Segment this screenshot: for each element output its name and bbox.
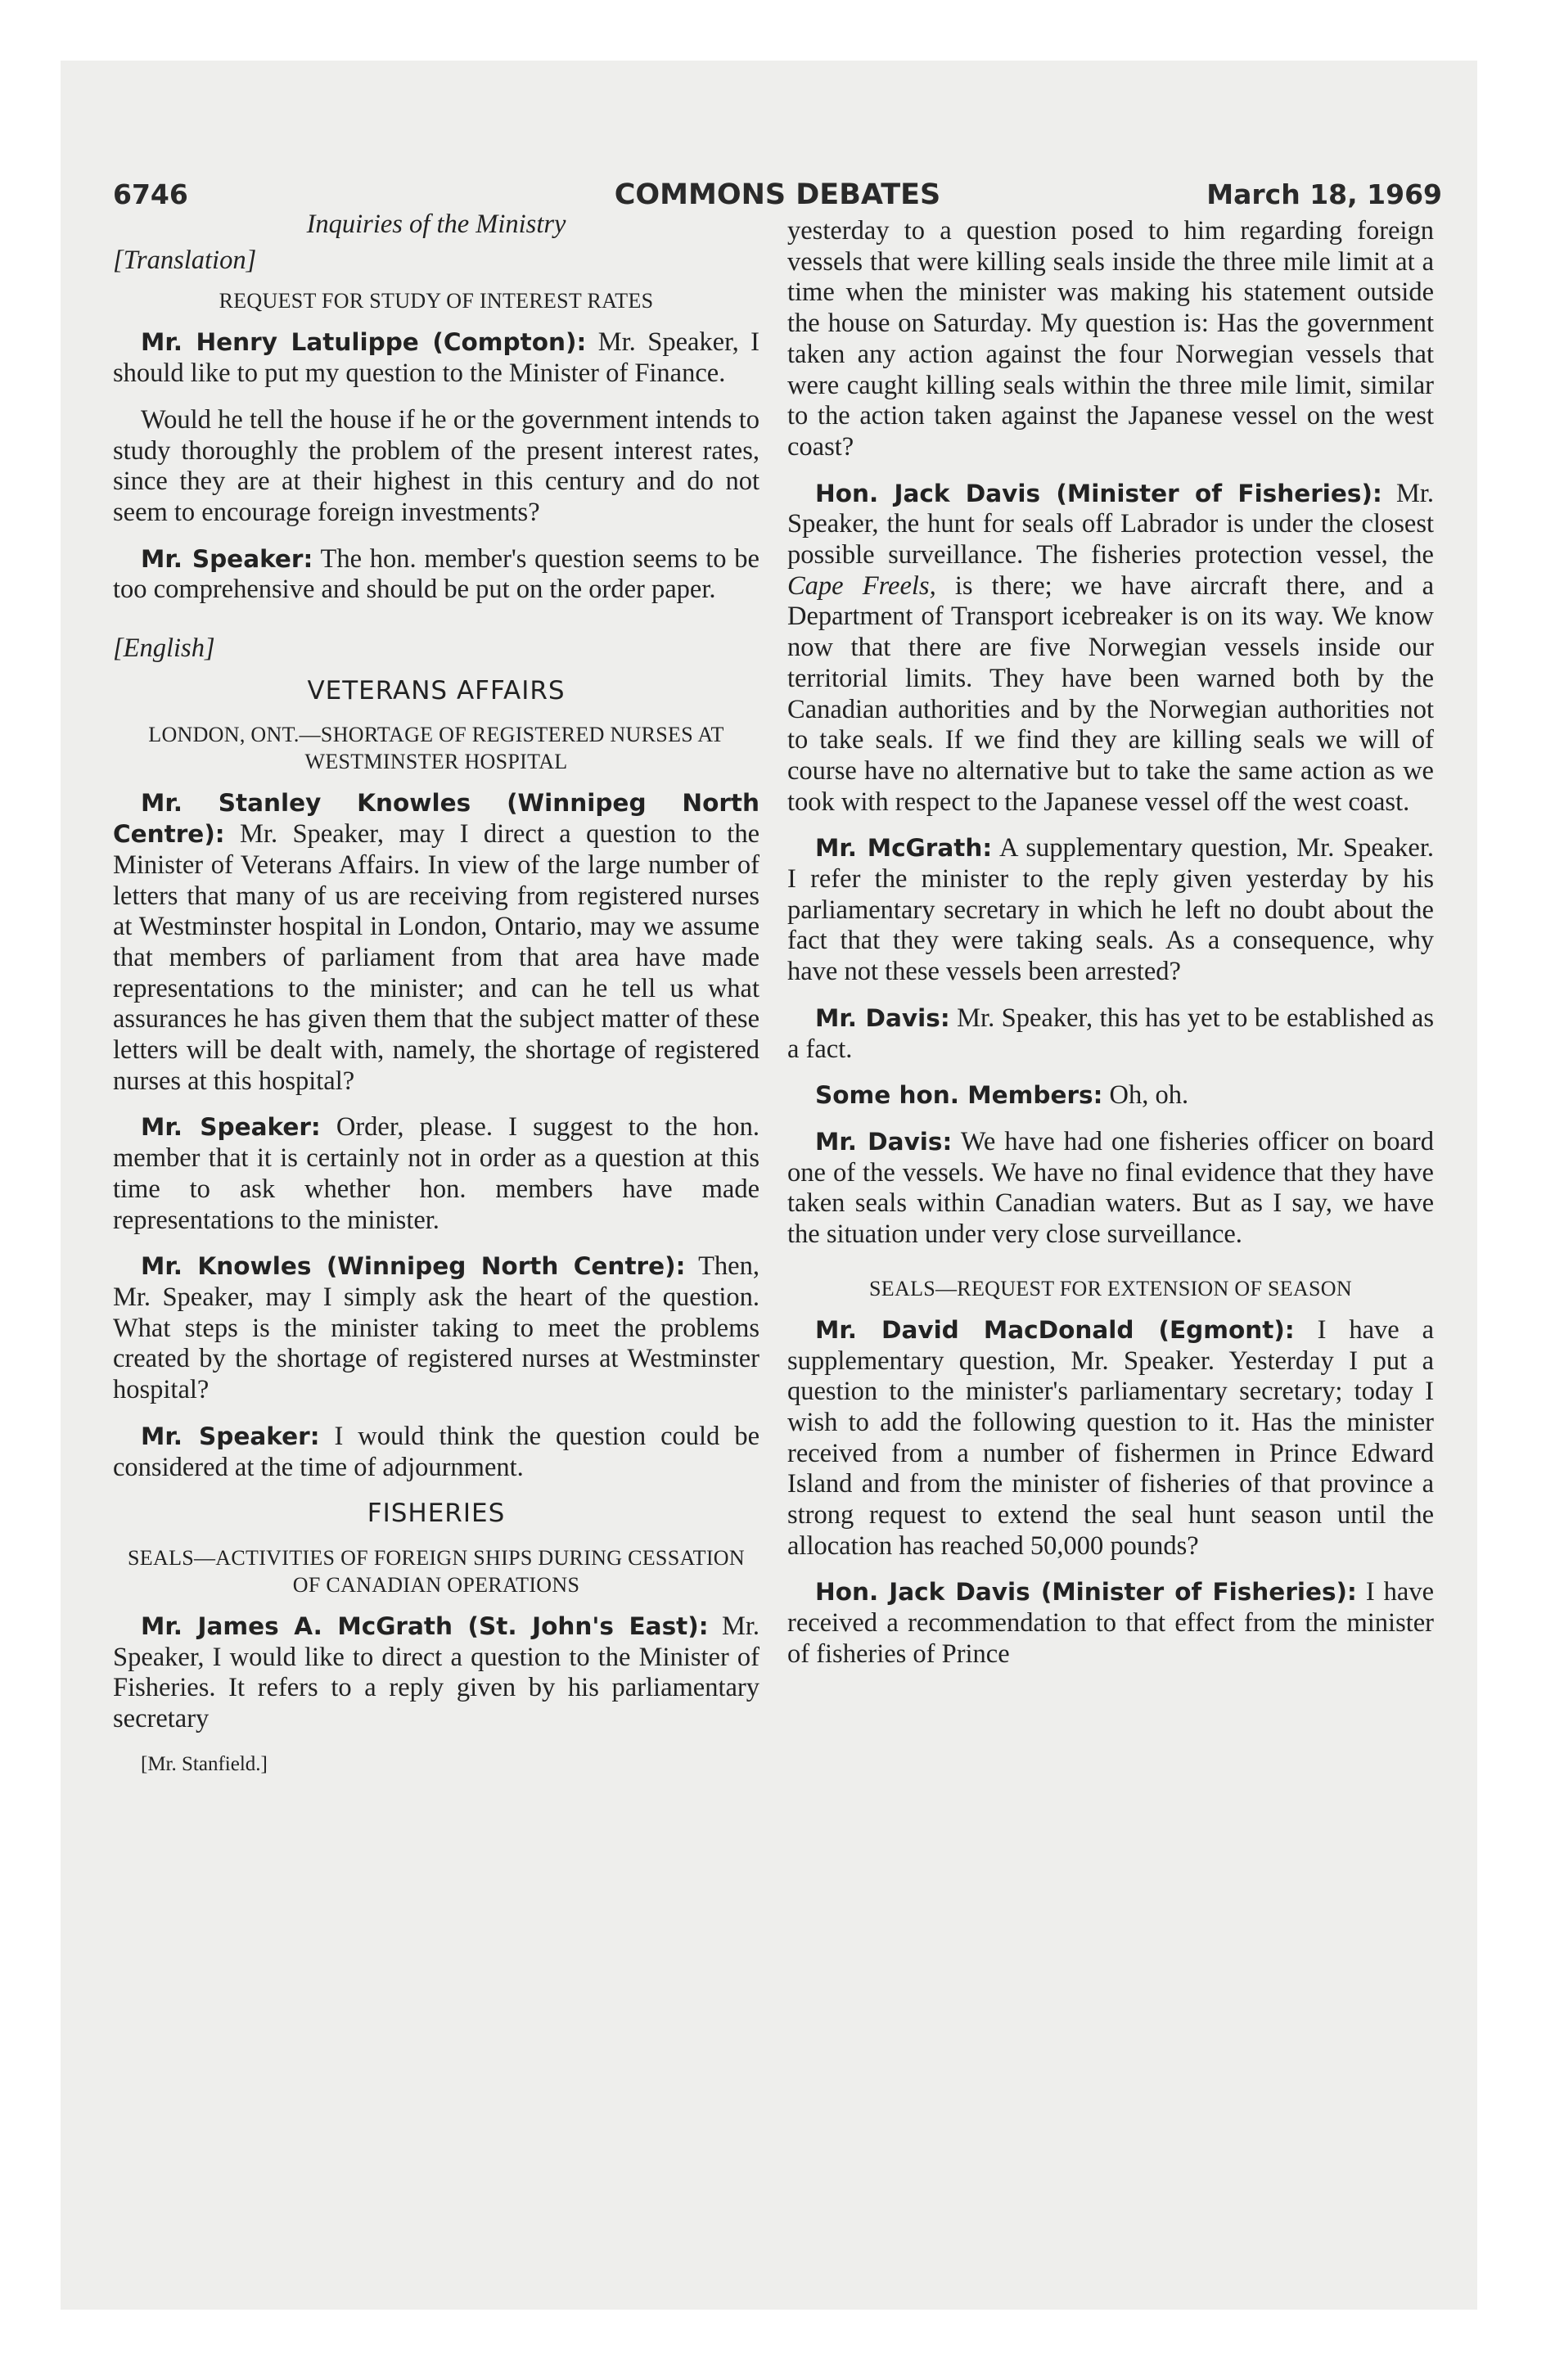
paragraph [787,216,1434,463]
speech-text: Would he tell the house if he or the government intends to study thoroughly the problem of the present interest rates, since they are at their highest in this century and do not seem to encourage foreign investments? [113,404,759,527]
paragraph [787,1127,1434,1251]
paragraph [787,1003,1434,1065]
speaker-name: Mr. Speaker: [141,1113,321,1142]
speaker-name: Mr. Henry Latulippe (Compton): [141,328,587,357]
footnote: [Mr. Stanfield.] [141,1752,268,1775]
speaker-name: Some hon. Members: [815,1081,1103,1110]
paragraph [787,1577,1434,1670]
running-head: Inquiries of the Ministry [306,210,566,239]
nurses-heading: LONDON, ONT.—SHORTAGE OF REGISTERED NURSES AT WESTMINSTER HOSPITAL [148,723,724,774]
fisheries-heading: FISHERIES [367,1499,506,1529]
paragraph [113,1611,759,1735]
speaker-name: Mr. McGrath: [815,834,993,863]
page-number: 6746 [113,178,188,210]
speech-text: I would think the question could be considered at the time of adjournment. [113,1421,759,1482]
speech-text: Mr. Speaker, may I direct a question to the Minister of Veterans Affairs. In view of the large number of letters that many of us are receiving from registered nurses at Westminster hospital in London, Ontario, may we assume that members of parliament from that area have made representations to the minister; and can he tell us what assurances he has given them that the subject matter of these letters will be dealt with, namely, the shortage of registered nurses at this hospital? [113,819,760,1096]
speech-text: is there; we have aircraft there, and a Department of Transport icebreaker is on its way. We know now that there are five Norwegian vessels inside our territorial limits. They have been warned both by the Canadian authorities and by the Norwegian authorities not to take seals. If we find they are killing seals we will of course have no alternative but to take the same action as we took with respect to the Japanese vessel off the west coast. [787,570,1435,817]
veterans-affairs-heading: VETERANS AFFAIRS [307,675,566,705]
paragraph [787,1315,1434,1562]
paragraph [787,833,1434,988]
speech-text: I have a supplementary question, Mr. Speaker. Yesterday I put a question to the minister's parliamentary secretary; today I wish to add the following question to it. Has the minister received from a number of fishermen in Prince Edward Island and from the minister of fisheries of that province a strong request to extend the seal hunt season until the allocation has reached 50,000 pounds? [787,1314,1434,1561]
speech-text: The hon. member's question seems to be too comprehensive and should be put on the order paper. [113,543,759,605]
paragraph [113,788,759,1097]
paragraph [113,544,759,606]
speaker-name: Mr. Knowles (Winnipeg North Centre): [141,1252,686,1281]
paragraph [113,1422,759,1483]
publication-title: COMMONS DEBATES [614,178,941,211]
left-column [113,210,760,1779]
paragraph [113,405,759,529]
speaker-name: Mr. James A. McGrath (St. John's East): [141,1611,709,1640]
speech-text: Then, Mr. Speaker, may I simply ask the heart of the question. What steps is the minister taking to meet the problems created by the shortage of registered nurses at Westminster hospital? [113,1251,759,1405]
english-tag: [English] [113,633,215,664]
right-column [787,216,1434,1686]
interest-rates-heading: REQUEST FOR STUDY OF INTEREST RATES [219,289,654,313]
season-extension-heading: SEALS—REQUEST FOR EXTENSION OF SEASON [869,1276,1352,1300]
paragraph [113,1251,759,1406]
speech-text: A supplementary question, Mr. Speaker. I refer the minister to the reply given yesterday by his parliamentary secretary in which he left no doubt about the fact that they were taking seals. As a consequence, why have not these vessels been arrested? [787,833,1434,987]
speaker-name: Mr. Stanley Knowles (Winnipeg North Centre): [113,789,759,849]
page-date: March 18, 1969 [1206,178,1442,210]
speaker-name: Mr. Speaker: [141,544,313,573]
foreign-ships-heading: SEALS—ACTIVITIES OF FOREIGN SHIPS DURING CESSATION OF CANADIAN OPERATIONS [128,1545,745,1597]
vessel-name: Cape Freels, [787,570,936,601]
speech-text: We have had one fisheries officer on board one of the vessels. We have no final evidence that they have taken seals within Canadian waters. But as I say, we have the situation under very close surveillance. [787,1126,1434,1250]
translation-tag: [Translation] [113,245,257,275]
speech-text: Oh, oh. [1109,1080,1189,1111]
speaker-name: Mr. Davis: [815,1127,953,1156]
paragraph [113,327,759,389]
speaker-name: Hon. Jack Davis (Minister of Fisheries): [815,479,1382,507]
speaker-name: Mr. Davis: [815,1003,950,1032]
paragraph [113,1112,759,1236]
speech-text: Mr. Speaker, the hunt for seals off Labrador is under the closest possible surveillance. The fisheries protection vessel, the [787,478,1434,570]
speech-text: Mr. Speaker, I would like to direct a question to the Minister of Fisheries. It refers to a reply given by his parliamentary secretary [113,1611,759,1734]
speech-text: Order, please. I suggest to the hon. member that it is certainly not in order as a question at this time to ask whether hon. members have made representations to the minister. [113,1112,760,1235]
speech-text: Mr. Speaker, I should like to put my question to the Minister of Finance. [113,327,759,389]
speech-text: Mr. Speaker, this has yet to be established as a fact. [787,1003,1434,1064]
speech-text: yesterday to a question posed to him regarding foreign vessels that were killing seals inside the three mile limit at a time when the minister was making his statement outside the house on Saturday. My question is: Has the government taken any action against the four Norwegian vessels that were caught killing seals within the three mile limit, similar to the action taken against the Japanese vessel on the west coast? [787,216,1434,462]
speaker-name: Mr. Speaker: [141,1422,320,1450]
speaker-name: Hon. Jack Davis (Minister of Fisheries): [815,1578,1357,1607]
speech-text: I have received a recommendation to that effect from the minister of fisheries of Prince [787,1577,1434,1669]
paragraph [787,1080,1434,1111]
paragraph [787,479,1434,818]
speaker-name: Mr. David MacDonald (Egmont): [815,1315,1295,1344]
